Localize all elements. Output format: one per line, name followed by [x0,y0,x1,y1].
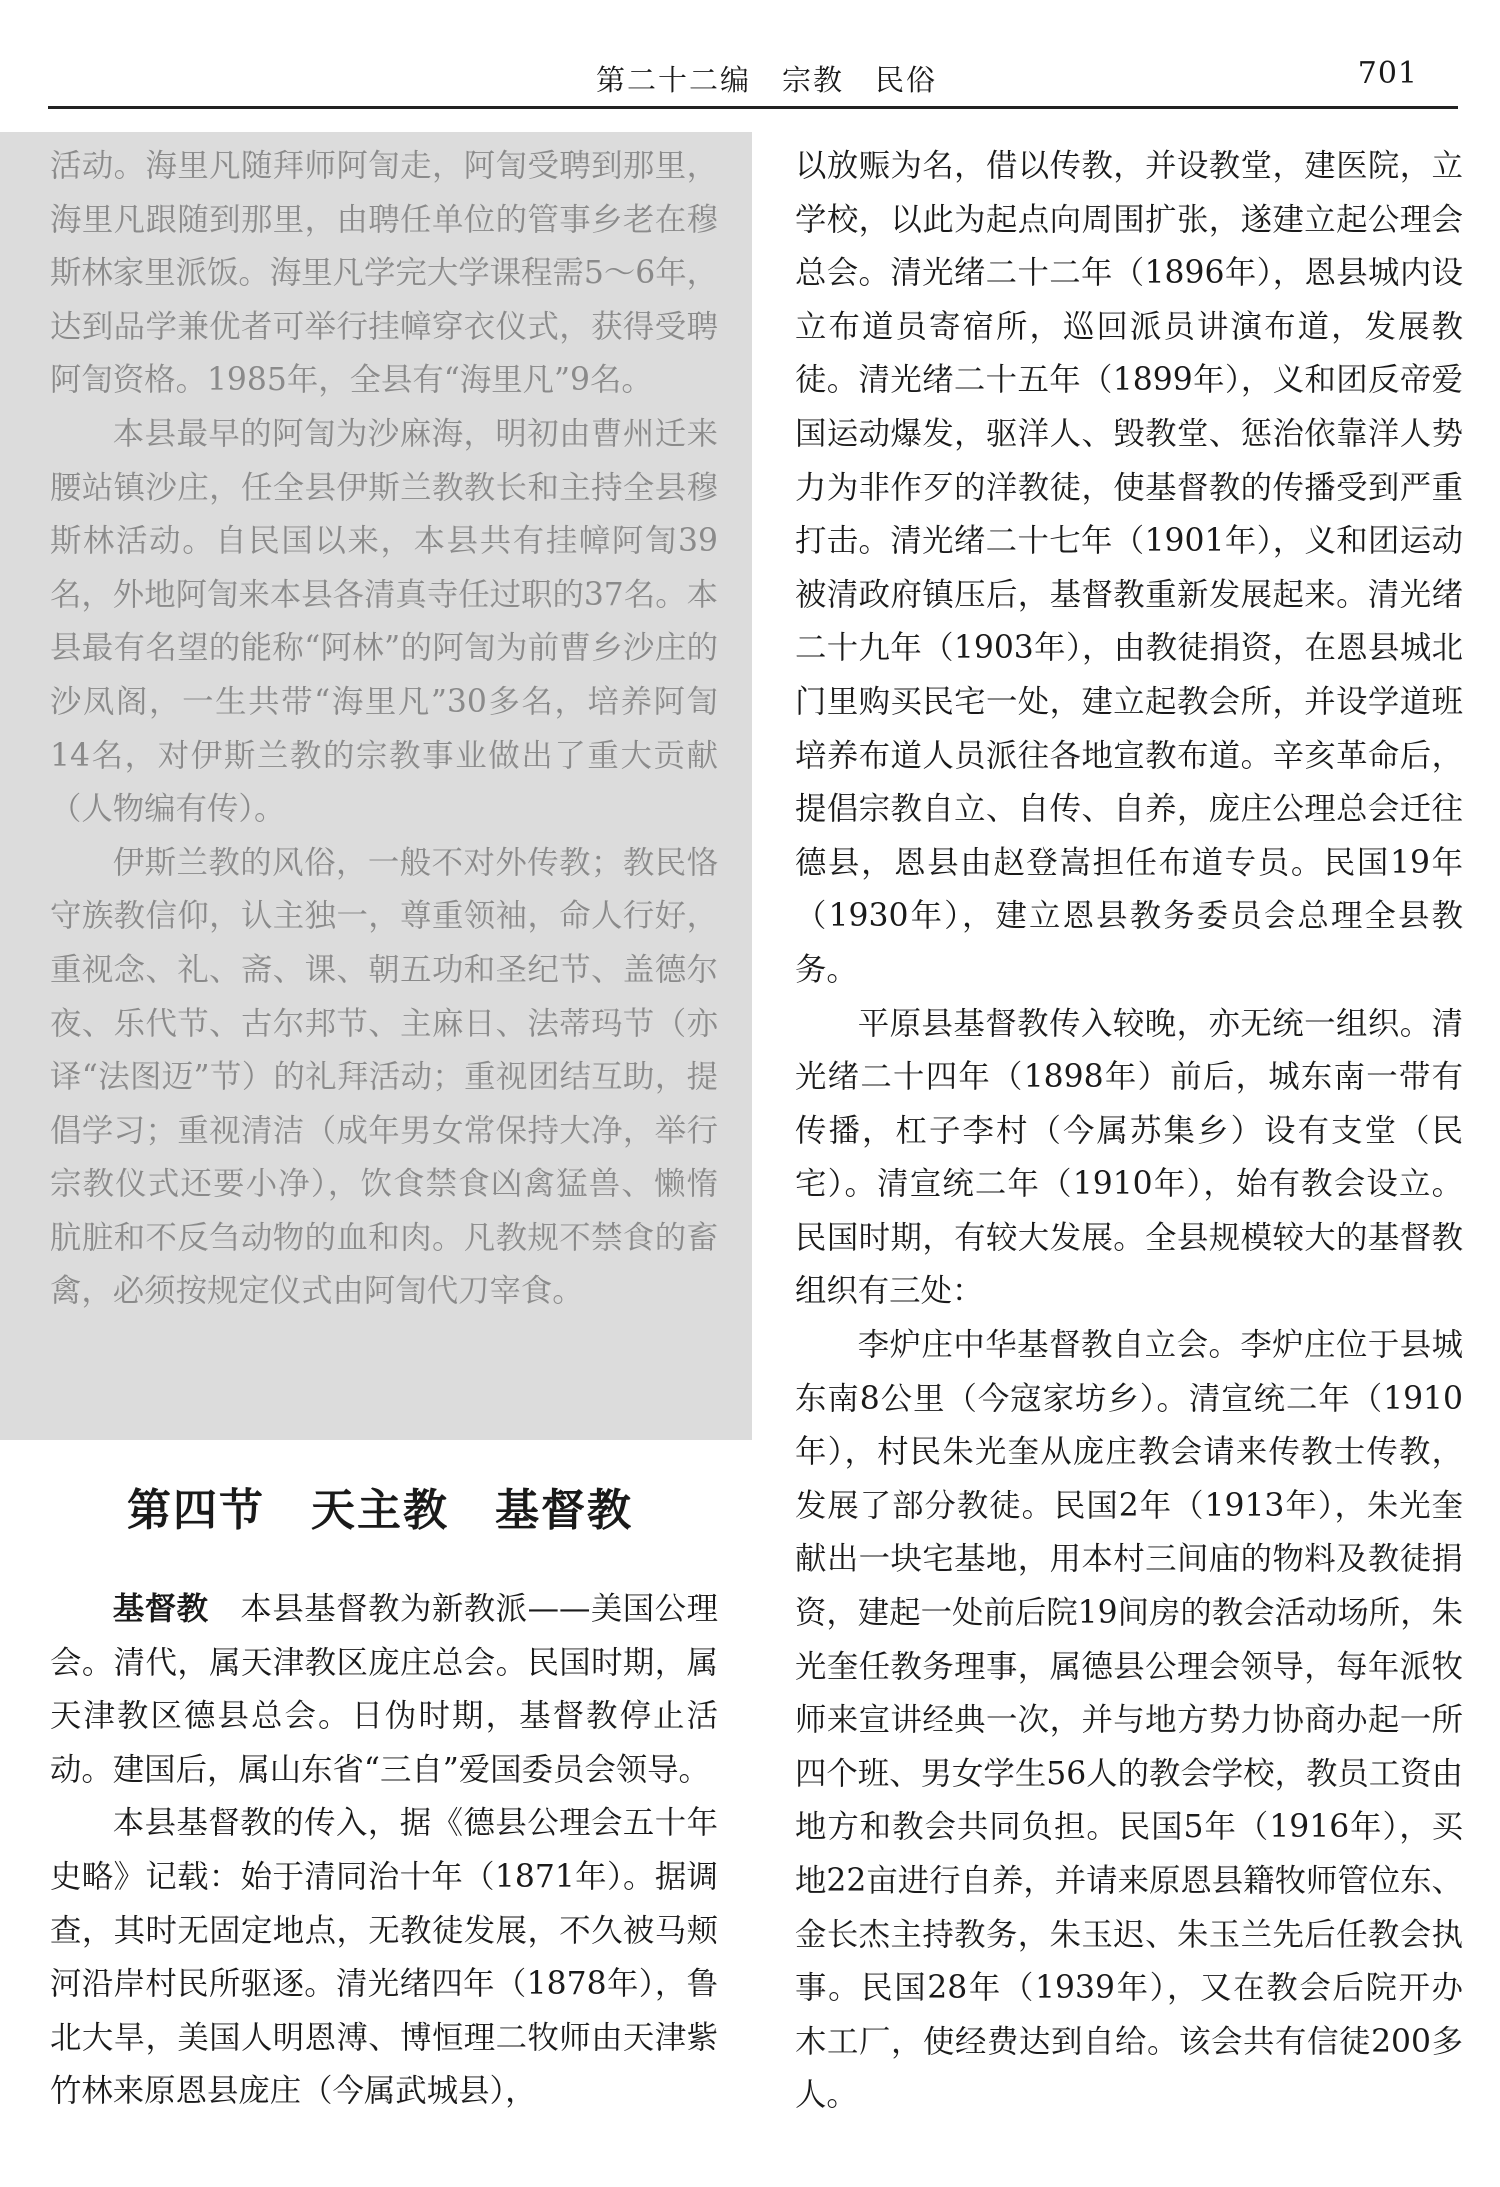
page-number: 701 [1357,56,1418,91]
paragraph-text: 本县基督教为新教派——美国公理会。清代，属天津教区庞庄总会。民国时期，属天津教区德县总会。日伪时期，基督教停止活动。建国后，属山东省“三自”爱国委员会领导。 [50,1591,718,1788]
paragraph [50,1583,718,1797]
left-column-text [50,1583,718,2119]
right-column-text [795,140,1463,2123]
paragraph: 平原县基督教传入较晚，亦无统一组织。清光绪二十四年（1898年）前后，城东南一带有传播，杠子李村（今属苏集乡）设有支堂（民宅）。清宣统二年（1910年），始有教会设立。民国时期，有较大发展。全县规模较大的基督教组织有三处： [795,1005,1463,1310]
section-heading: 第四节 天主教 基督教 [127,1485,633,1536]
running-title: 第二十二编 宗教 民俗 [596,63,938,97]
paragraph: 李炉庄中华基督教自立会。李炉庄位于县城东南8公里（今寇家坊乡）。清宣统二年（1910年），村民朱光奎从庞庄教会请来传教士传教，发展了部分教徒。民国2年（1913年），朱光奎献出一块宅基地，用本村三间庙的物料及教徒捐资，建起一处前后院19间房的教会活动场所，朱光奎任教务理事，属德县公理会领导，每年派牧师来宣讲经典一次，并与地方势力协商办起一所四个班、男女学生56人的教会学校，教员工资由地方和教会共同负担。民国5年（1916年），买地22亩进行自养，并请来原恩县籍牧师管位东、金长杰主持教务，朱玉迟、朱玉兰先后任教会执事。民国28年（1939年），又在教会后院开办木工厂，使经费达到自给。该会共有信徒200多人。 [795,1327,1463,2114]
paragraph: 本县基督教的传入，据《德县公理会五十年史略》记载：始于清同治十年（1871年）。据调查，其时无固定地点，无教徒发展，不久被马颊河沿岸村民所驱逐。清光绪四年（1878年），鲁北大旱，美国人明恩溥、博恒理二牧师由天津紫竹林来原恩县庞庄（今属武城县）， [50,1805,718,2110]
term-heading: 基督教 [112,1591,209,1627]
paragraph: 以放赈为名，借以传教，并设教堂，建医院，立学校，以此为起点向周围扩张，遂建立起公理会总会。清光绪二十二年（1896年），恩县城内设立布道员寄宿所，巡回派员讲演布道，发展教徒。清光绪二十五年（1899年），义和团反帝爱国运动爆发，驱洋人、毁教堂、惩治依靠洋人势力为非作歹的洋教徒，使基督教的传播受到严重打击。清光绪二十七年（1901年），义和团运动被清政府镇压后，基督教重新发展起来。清光绪二十九年（1903年），由教徒捐资，在恩县城北门里购买民宅一处，建立起教会所，并设学道班培养布道人员派往各地宣教布道。辛亥革命后，提倡宗教自立、自传、自养，庞庄公理总会迁往德县，恩县由赵登嵩担任布道专员。民国19年（1930年），建立恩县教务委员会总理全县教务。 [795,148,1463,988]
left-column-shaded-text [50,140,718,1319]
paragraph: 活动。海里凡随拜师阿訇走，阿訇受聘到那里，海里凡跟随到那里，由聘任单位的管事乡老在穆斯林家里派饭。海里凡学完大学课程需5～6年，达到品学兼优者可举行挂幛穿衣仪式，获得受聘阿訇资格。1985年，全县有“海里凡”9名。 [50,148,718,399]
page-header [48,48,1458,109]
paragraph: 本县最早的阿訇为沙麻海，明初由曹州迁来腰站镇沙庄，任全县伊斯兰教教长和主持全县穆斯林活动。自民国以来，本县共有挂幛阿訇39名，外地阿訇来本县各清真寺任过职的37名。本县最有名望的能称“阿林”的阿訇为前曹乡沙庄的沙凤阁，一生共带“海里凡”30多名，培养阿訇14名，对伊斯兰教的宗教事业做出了重大贡献（人物编有传）。 [50,415,718,828]
paragraph: 伊斯兰教的风俗，一般不对外传教；教民恪守族教信仰，认主独一，尊重领袖，命人行好，重视念、礼、斋、课、朝五功和圣纪节、盖德尔夜、乐代节、古尔邦节、主麻日、法蒂玛节（亦译“法图迈”节）的礼拜活动；重视团结互助，提倡学习；重视清洁（成年男女常保持大净，举行宗教仪式还要小净），饮食禁食凶禽猛兽、懒惰肮脏和不反刍动物的血和肉。凡教规不禁食的畜禽，必须按规定仪式由阿訇代刀宰食。 [50,844,718,1310]
